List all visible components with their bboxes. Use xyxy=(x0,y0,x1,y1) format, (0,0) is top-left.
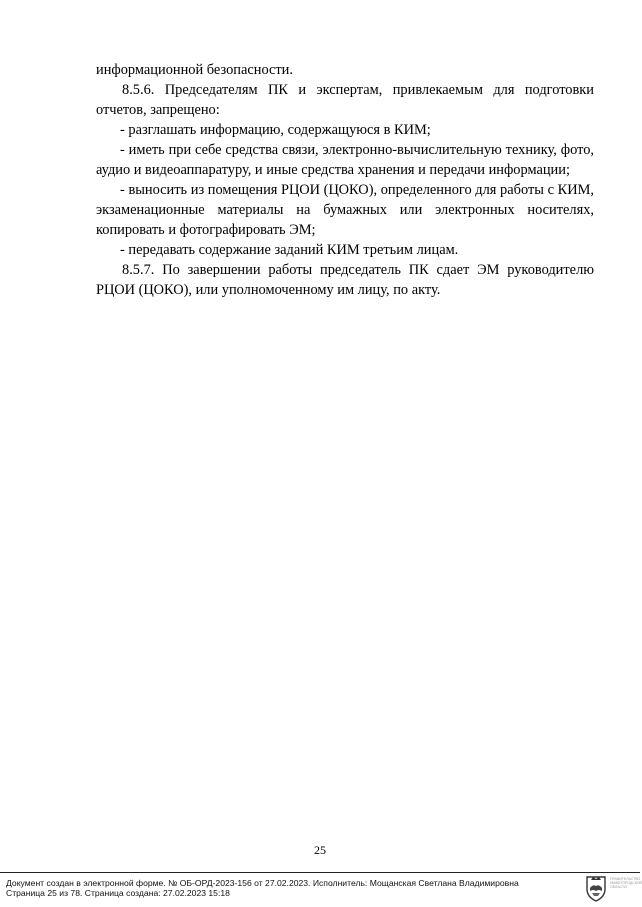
paragraph-8-5-7: 8.5.7. По завершении работы председатель ПК сдает ЭМ руководителю РЦОИ (ЦОКО), или уполномоченному им лицу, по акту. xyxy=(96,262,594,298)
list-item-disclosure: - разглашать информацию, содержащуюся в КИМ; xyxy=(120,122,431,138)
list-item-devices: - иметь при себе средства связи, электронно-вычислительную технику, фото, аудио и видеоаппаратуру, и иные средства хранения и передачи информации; xyxy=(96,142,594,178)
footer-document-info: Документ создан в электронной форме. № ОБ-ОРД-2023-156 от 27.02.2023. Исполнитель: Мощанская Светлана Владимировна xyxy=(6,878,519,888)
coat-of-arms-icon xyxy=(584,874,608,902)
page-number: 25 xyxy=(314,843,326,857)
footer-page-info: Страница 25 из 78. Страница создана: 27.02.2023 15:18 xyxy=(6,888,230,898)
footer-divider xyxy=(0,872,640,873)
paragraph-continuation: информационной безопасности. xyxy=(96,62,293,78)
paragraph-8-5-6: 8.5.6. Председателям ПК и экспертам, привлекаемым для подготовки отчетов, запрещено: xyxy=(96,82,594,118)
list-item-third-parties: - передавать содержание заданий КИМ третьим лицам. xyxy=(120,242,459,258)
emblem-caption: ПРАВИТЕЛЬСТВО НИЖЕГОРОДСКОЙ ОБЛАСТИ xyxy=(610,877,642,889)
list-item-removal: - выносить из помещения РЦОИ (ЦОКО), определенного для работы с КИМ, экзаменационные материалы на бумажных или электронных носителях, копировать и фотографировать ЭМ; xyxy=(96,182,594,238)
document-body xyxy=(96,60,594,300)
footer xyxy=(6,878,566,898)
